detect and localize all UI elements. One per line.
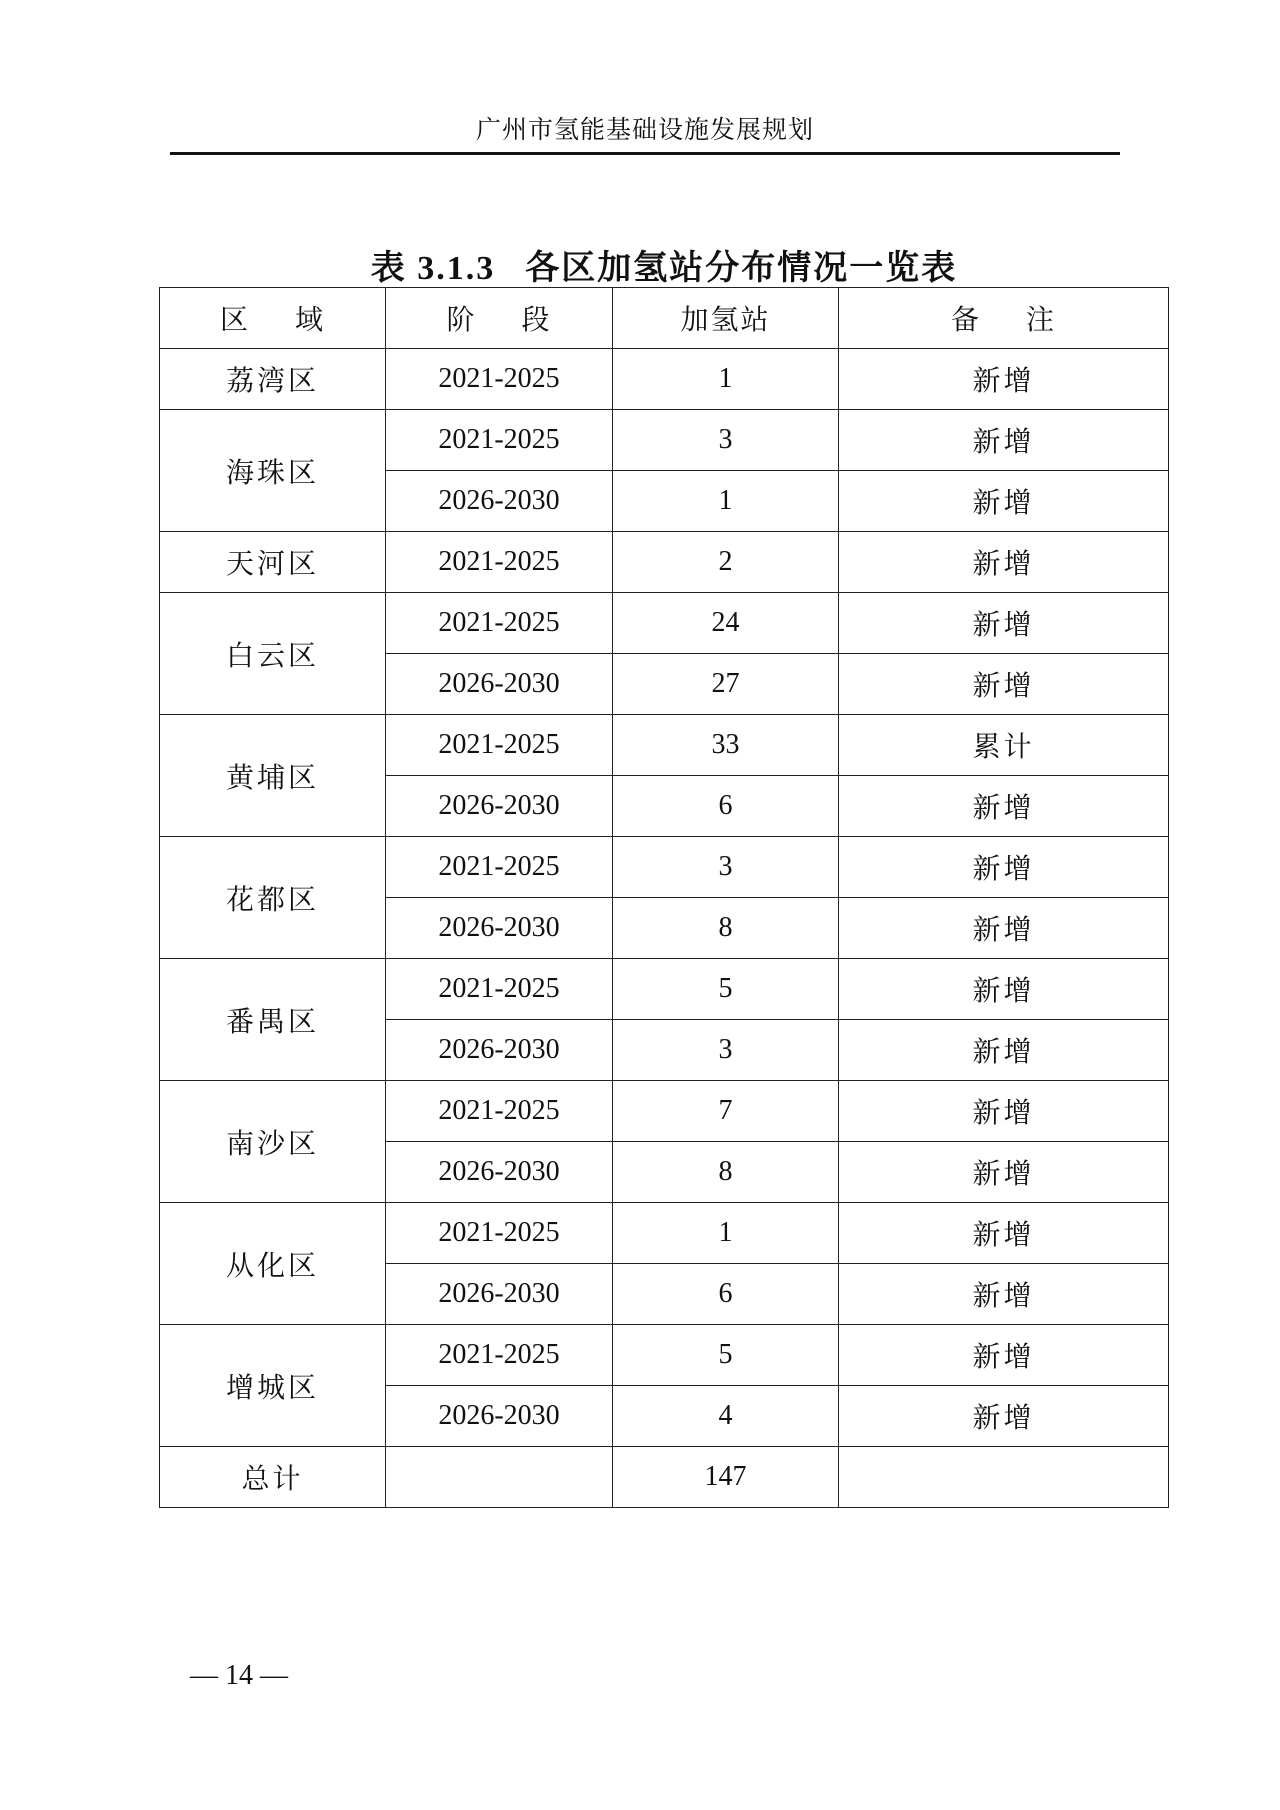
period-cell: 2026-2030 [386,654,613,715]
period-cell: 2021-2025 [386,837,613,898]
district-cell: 南沙区 [160,1081,386,1203]
table-caption-number: 表 3.1.3 [370,250,496,287]
table-row [160,959,1169,1020]
district-cell: 从化区 [160,1203,386,1325]
column-header-period: 阶 段 [386,288,613,349]
stations-cell: 5 [613,1325,839,1386]
period-cell: 2021-2025 [386,715,613,776]
stations-cell: 3 [613,1020,839,1081]
table-caption [160,240,1168,289]
stations-cell: 8 [613,898,839,959]
table-row [160,410,1169,471]
column-header-district: 区 域 [160,288,386,349]
table-total-row [160,1447,1169,1508]
stations-cell: 3 [613,837,839,898]
page-number: — 14 — [190,1660,288,1691]
note-cell: 新增 [839,1325,1169,1386]
note-cell: 新增 [839,959,1169,1020]
note-cell: 新增 [839,349,1169,410]
table-row [160,1081,1169,1142]
stations-cell: 3 [613,410,839,471]
period-cell: 2026-2030 [386,471,613,532]
period-cell: 2021-2025 [386,593,613,654]
header-rule [170,152,1120,155]
district-cell: 黄埔区 [160,715,386,837]
note-cell: 新增 [839,1264,1169,1325]
period-cell: 2021-2025 [386,959,613,1020]
hydrogen-stations-table [159,287,1169,1508]
period-cell: 2026-2030 [386,1020,613,1081]
stations-cell: 8 [613,1142,839,1203]
stations-cell: 1 [613,349,839,410]
table-row [160,593,1169,654]
stations-cell: 7 [613,1081,839,1142]
period-cell: 2026-2030 [386,898,613,959]
period-cell: 2021-2025 [386,1203,613,1264]
note-cell: 新增 [839,1203,1169,1264]
period-cell: 2021-2025 [386,410,613,471]
period-cell: 2021-2025 [386,1081,613,1142]
stations-cell: 27 [613,654,839,715]
district-cell: 海珠区 [160,410,386,532]
note-cell: 新增 [839,654,1169,715]
stations-cell: 24 [613,593,839,654]
district-cell: 花都区 [160,837,386,959]
stations-cell: 6 [613,776,839,837]
period-cell: 2026-2030 [386,1142,613,1203]
period-cell: 2026-2030 [386,1386,613,1447]
total-stations-cell: 147 [613,1447,839,1508]
district-cell: 番禺区 [160,959,386,1081]
stations-cell: 2 [613,532,839,593]
note-cell: 累计 [839,715,1169,776]
district-cell: 天河区 [160,532,386,593]
note-cell: 新增 [839,593,1169,654]
column-header-note: 备 注 [839,288,1169,349]
table-row [160,1203,1169,1264]
note-cell: 新增 [839,1081,1169,1142]
total-label-cell: 总计 [160,1447,386,1508]
note-cell: 新增 [839,532,1169,593]
column-header-stations: 加氢站 [613,288,839,349]
district-cell: 白云区 [160,593,386,715]
stations-cell: 1 [613,471,839,532]
running-header: 广州市氢能基础设施发展规划 [475,115,814,144]
stations-cell: 5 [613,959,839,1020]
period-cell: 2026-2030 [386,776,613,837]
period-cell: 2026-2030 [386,1264,613,1325]
note-cell: 新增 [839,898,1169,959]
stations-cell: 33 [613,715,839,776]
total-note-cell [839,1447,1169,1508]
note-cell: 新增 [839,776,1169,837]
table-row [160,715,1169,776]
note-cell: 新增 [839,471,1169,532]
table-row [160,837,1169,898]
stations-cell: 6 [613,1264,839,1325]
note-cell: 新增 [839,1020,1169,1081]
district-cell: 增城区 [160,1325,386,1447]
note-cell: 新增 [839,837,1169,898]
period-cell: 2021-2025 [386,1325,613,1386]
note-cell: 新增 [839,1142,1169,1203]
table-header-row [160,288,1169,349]
table-caption-title: 各区加氢站分布情况一览表 [525,248,958,288]
table-row [160,349,1169,410]
stations-cell: 4 [613,1386,839,1447]
table-row [160,1325,1169,1386]
stations-cell: 1 [613,1203,839,1264]
period-cell: 2021-2025 [386,532,613,593]
period-cell: 2021-2025 [386,349,613,410]
note-cell: 新增 [839,1386,1169,1447]
total-period-cell [386,1447,613,1508]
note-cell: 新增 [839,410,1169,471]
district-cell: 荔湾区 [160,349,386,410]
table-row [160,532,1169,593]
